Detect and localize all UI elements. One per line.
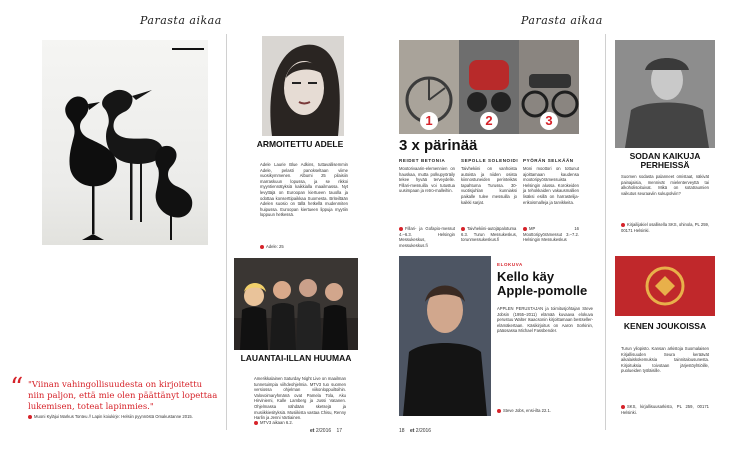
quote-attribution-text: Muoni Kyläjui Markus Tonteu // Lapin koiukirje: Helsiin pyynnöstä Omakustanne 2015. <box>34 414 193 419</box>
footer-page-number: 17 <box>336 428 343 434</box>
footer-page-number: 18 <box>399 428 405 434</box>
sodan-footer <box>621 222 709 233</box>
column-divider <box>226 34 227 430</box>
col3-footer <box>523 226 579 243</box>
col2-title: SEPOLLE SOLENOIDI <box>461 158 519 163</box>
soldier-photo <box>615 40 715 148</box>
footer-issue: 2/2016 <box>315 428 332 434</box>
footer-magazine: et <box>409 428 415 434</box>
adele-portrait-illustration <box>262 36 344 136</box>
kenen-body: Turun yliopisto. Kansan arkistoja Suomalaisen Kirjallisuuden Seura keräävät aikalaiskokemuksia tainnitalousunesta. Kirjoituksia toivotaan järjestöyhtiöille, puolueiden työläisille. <box>621 346 709 374</box>
kenen-footer-text: SKS, kirjallisuusarkisto, PL 259, 00171 Helsinki. <box>621 404 709 415</box>
sodan-title: SODAN KAIKUJA PERHEISSÄ <box>629 151 701 170</box>
lauantai-title: LAUANTAI-ILLAN HUUMAA <box>240 353 352 363</box>
col1-body: Mootorivaarin-elemennien on hauskaa, mutta polkupyöräily tekee hyvää terveydelle. Fillari-messuilla voi tutustua uusimpaan ja retro-malleihin. <box>399 166 455 194</box>
birds-caption <box>172 48 204 50</box>
red-flag-illustration <box>615 256 715 316</box>
left-page-footer <box>310 428 342 434</box>
parinaa-title: 3 x pärinää <box>399 137 478 154</box>
adele-footer-text: Adele: 25 <box>266 244 284 249</box>
soldier-illustration <box>615 40 715 148</box>
col1-title: REIDET BETONIA <box>399 158 446 163</box>
badge-3: 3 <box>540 112 558 130</box>
col2-footer-text: Taivhekiini-autojäpalotuma 6.3. Turun Messukeskus, torunmessukeskus.fi <box>461 226 517 243</box>
lauantai-body: Amerikkalainen Saturday Night Live on maailman tunnetuimpia viihdeohjelmia. MTV3 tuo suomen versiossa ohjelman viikonloppuiltoihin. Valovoimaryhmänä ovat Pamela Tola, Aku Hirviniemi, Kalle Lamberg ja Jussi Vatanen. Ohjelmassa nähdään sketsejä ja musiikkiesityksiä. Musiikista vastaa Chisu, Renny Harlin ja Jenni Vartiainen. <box>254 376 346 421</box>
right-page-header: Parasta aikaa <box>521 14 603 27</box>
col3-footer-text: MP 16 Moottoripyörämessut 3.–7.2. Helsingin Messukeskus <box>523 226 579 243</box>
adele-body: Adele Laurie Blue Adkins, tuttavallisemmin Adele, pelasti panokseltaan viime vuosikymmenen. Albumi 25 pilaisiin marraskuun lopussa, ja se rikkoi myyntiennätyksiä kaikkialla maailmassa. Nyt levyttäjä on Euroopan kiertueen tauolla ja odottaa konserttipaikkaa Suomesta. Briteiltään Adelen suosio on tällä hetkellä mudenmiten huipussa. Euroopan kiertueen lippuja myytiin loppuun hetkessä. <box>260 162 348 218</box>
adele-title: ARMOITETTU ADELE <box>256 139 344 149</box>
quote-attribution <box>28 414 228 420</box>
adele-photo <box>262 36 344 136</box>
bird-sculptures-illustration <box>42 40 208 245</box>
left-page-header: Parasta aikaa <box>140 14 222 27</box>
quote-text: "Viinan vahingollisuudesta on kirjoitettu niin paljon, että mie olen päättänyt lopettaa lukemisen, toteat lapinmies." <box>28 380 218 412</box>
col2-footer <box>461 226 517 243</box>
red-flag-photo <box>615 256 715 316</box>
portrait-illustration <box>399 256 491 416</box>
kenen-title: KENEN JOUKOISSA <box>623 321 707 331</box>
quote-mark: “ <box>10 373 24 403</box>
kenen-footer <box>621 404 709 415</box>
apple-footer-text: Steve Jobs, ensi-ilta 22.1. <box>503 408 551 413</box>
col1-footer <box>399 226 455 248</box>
footer-magazine: et <box>310 428 315 434</box>
fassbender-photo <box>399 256 491 416</box>
col1-footer-text: Fillari- ja Gofapio-messut 4.–6.3. Helsingin Messukeskus, messukeskus.fi <box>399 226 455 248</box>
apple-footer <box>497 408 593 414</box>
birds-photo <box>42 40 208 245</box>
badge-1: 1 <box>420 112 438 130</box>
apple-category: ELOKUVA <box>497 262 523 267</box>
adele-footer <box>260 244 348 250</box>
apple-title: Kello käy Apple-pomolle <box>497 269 588 298</box>
sodan-footer-text: Kirjailijakiel osallisella SKS, ohinola, PL 259, 00171 Helsinki. <box>621 222 710 233</box>
badge-2: 2 <box>480 112 498 130</box>
column-divider <box>605 34 606 430</box>
right-page <box>369 0 738 450</box>
col3-title: PYÖRÄN SELKÄÄN <box>523 158 574 163</box>
footer-issue: 2/2016 <box>415 428 432 434</box>
col2-body: Taivhekiini on vanhoista autoista ja niiden osista kiinnostuneiden perinteikäs tapahtuma Turussa. 30-vuotisjuhlan kunniaksi paikalle tulee messuilla jo kaikki sarjat. <box>461 166 517 205</box>
snl-cast-illustration <box>234 258 358 350</box>
snl-cast-photo <box>234 258 358 350</box>
apple-body: APPLEN PERUSTAJAN ja toimitusjohtajan Steve Jobsin (1955–2011) elämää kuvaava elokuva perustuu Walter Isaacsonin kirjoittamaan bestseller-elämäkertaan. Käsikirjoitus on Aaron Sorkinin, pääosassa Michael Fassbender. <box>497 306 593 334</box>
vehicles-photo-strip <box>399 40 579 134</box>
sodan-body: Suomen sodasta palanneet omistaat, näkivät painajaisia, mennivät mielenterveyttä tai alkoholisoituivat. Mikä on sotatraumien vaikutus seuraaviin sukupolviin? <box>621 174 709 196</box>
lauantai-footer <box>254 420 346 426</box>
lauantai-footer-text: MTV3 aikaan 6.2. <box>260 420 293 425</box>
right-page-footer <box>399 428 431 434</box>
col3-body: Moni moottori on tottunut ajoittamaan kaudensa mootoripyörämessuista Helsingin alussa. Korokeiden ja tehokkaiden vakausmallien lisäksi esillä on harrastelija-erikoismalleja ja tarvikkeita. <box>523 166 579 205</box>
